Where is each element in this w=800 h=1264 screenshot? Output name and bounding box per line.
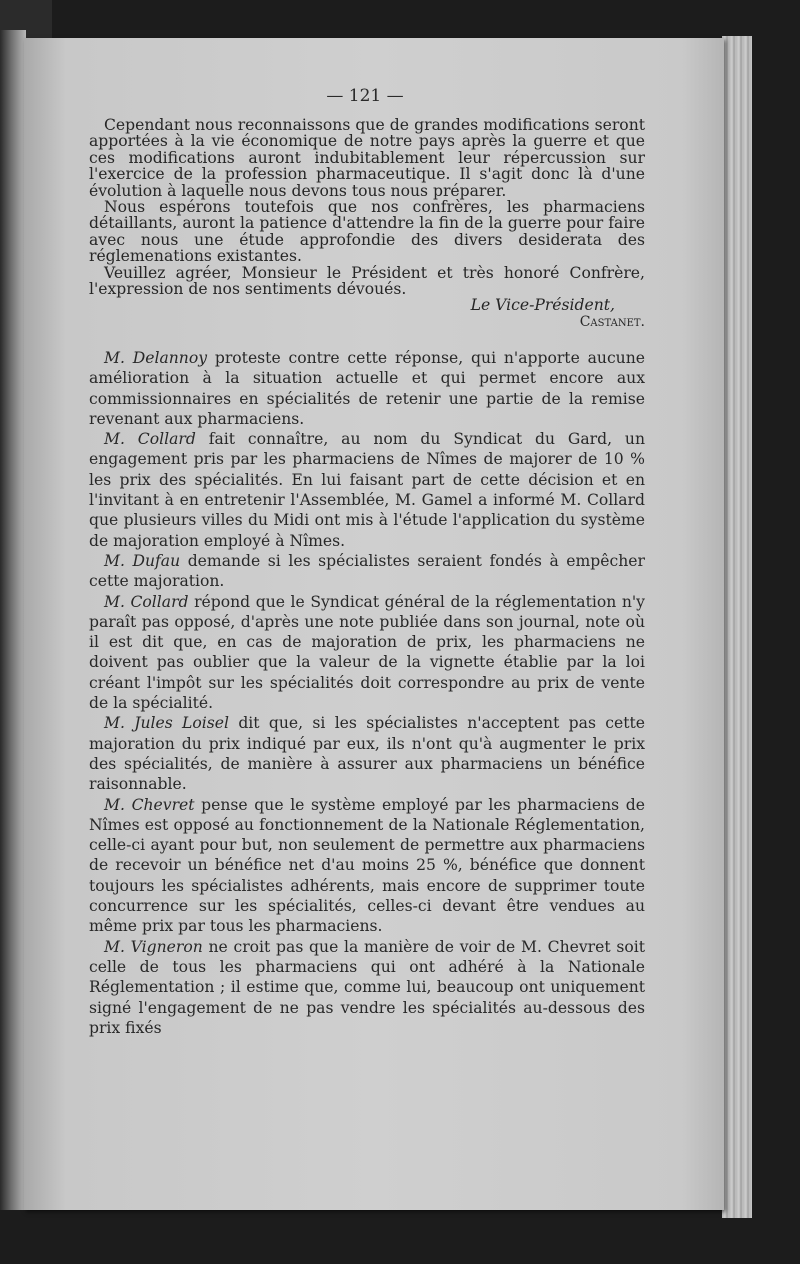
speech-text: ne croit pas que la manière de voir de M. Chevret soit celle de tous les pharmaciens qui ont adhéré à la Nationale Réglementation ; il estime que, comme lui, beaucoup ont uniquement signé l'engagement de ne pas vendre les spécialités au-dessous des prix fixés [89,937,645,1037]
discussion-paragraph [89,713,645,794]
speech-text: proteste contre cette réponse, qui n'apporte aucune amélioration à la situation actuelle et qui permet encore aux commissionnaires en spécialités de retenir une partie de la remise revenant aux pharmaciens. [89,349,645,428]
page-number: — 121 — [326,86,404,106]
discussion-section [89,348,645,1038]
speaker-name: M. Dufau [104,551,181,570]
speech-text: pense que le système employé par les pharmaciens de Nîmes est opposé au fonctionnement de la Nationale Réglementation, celle-ci ayant pour but, non seulement de permettre aux pharmaciens de recevoir un bénéfice net d'au moins 25 %, bénéfice que donnent toujours les spécialistes adhérents, mais encore de supprimer toute concurrence sur les spécialités, celles-ci devant être vendues au même prix par tous les pharmaciens. [89,795,645,936]
discussion-paragraph [89,429,645,551]
speech-text: dit que, si les spécialistes n'acceptent pas cette majoration du prix indiqué par eux, ils n'ont qu'à augmenter le prix des spécialités, de manière à assurer aux pharmaciens un bénéfice raisonnable. [89,714,645,794]
speaker-name: M. Vigneron [104,937,203,956]
speaker-name: M. Jules Loisel [104,714,230,733]
page-stack-edge [722,36,752,1218]
speech-text: demande si les spécialistes seraient fondés à empêcher cette majoration. [89,551,645,591]
speaker-name: M. Delannoy [104,349,208,367]
speaker-name: M. Collard [104,430,196,449]
signature-name: Castanet. [579,313,645,330]
discussion-paragraph [89,551,645,592]
discussion-paragraph [89,592,645,714]
left-page-edge [0,30,26,1210]
letter-paragraph: Nous espérons toutefois que nos confrères, les pharmaciens détaillants, auront la patience d'attendre la fin de la guerre pour faire avec nous une étude approfondie des divers desiderata des réglemenations existantes. [89,198,645,266]
discussion-paragraph [89,348,645,429]
letter-paragraph: Cependant nous reconnaissons que de grandes modifications seront apportées à la vie économique de notre pays après la guerre et que ces modifications auront indubitablement leur répercussion sur l'exercice de la profession pharmaceutique. Il s'agit donc là d'une évolution à laquelle nous devons tous nous préparer. [89,116,645,200]
signature-title: Le Vice-Président, [470,296,615,315]
letter-paragraph: Veuillez agréer, Monsieur le Président et très honoré Confrère, l'expression de nos sentiments dévoués. [89,263,645,299]
speaker-name: M. Chevret [104,795,195,814]
discussion-paragraph [89,937,645,1038]
speaker-name: M. Collard [104,592,189,611]
speech-text: répond que le Syndicat général de la réglementation n'y paraît pas opposé, d'après une note publiée dans son journal, note où il est dit que, en cas de majoration de prix, les pharmaciens ne doivent pas oublier que la valeur de la vignette établie par la loi créant l'impôt sur les spécialités doit correspondre au prix de vente de la spécialité. [89,592,645,713]
discussion-paragraph [89,795,645,937]
speech-text: fait connaître, au nom du Syndicat du Gard, un engagement pris par les pharmaciens de Nîmes de majorer de 10 % les prix des spécialités. En lui faisant part de cette décision et en l'invitant à en entretenir l'Assemblée, M. Gamel a informé M. Collard que plusieurs villes du Midi ont mis à l'étude l'application du système de majoration employé à Nîmes. [89,430,645,550]
letter-body [89,117,645,350]
